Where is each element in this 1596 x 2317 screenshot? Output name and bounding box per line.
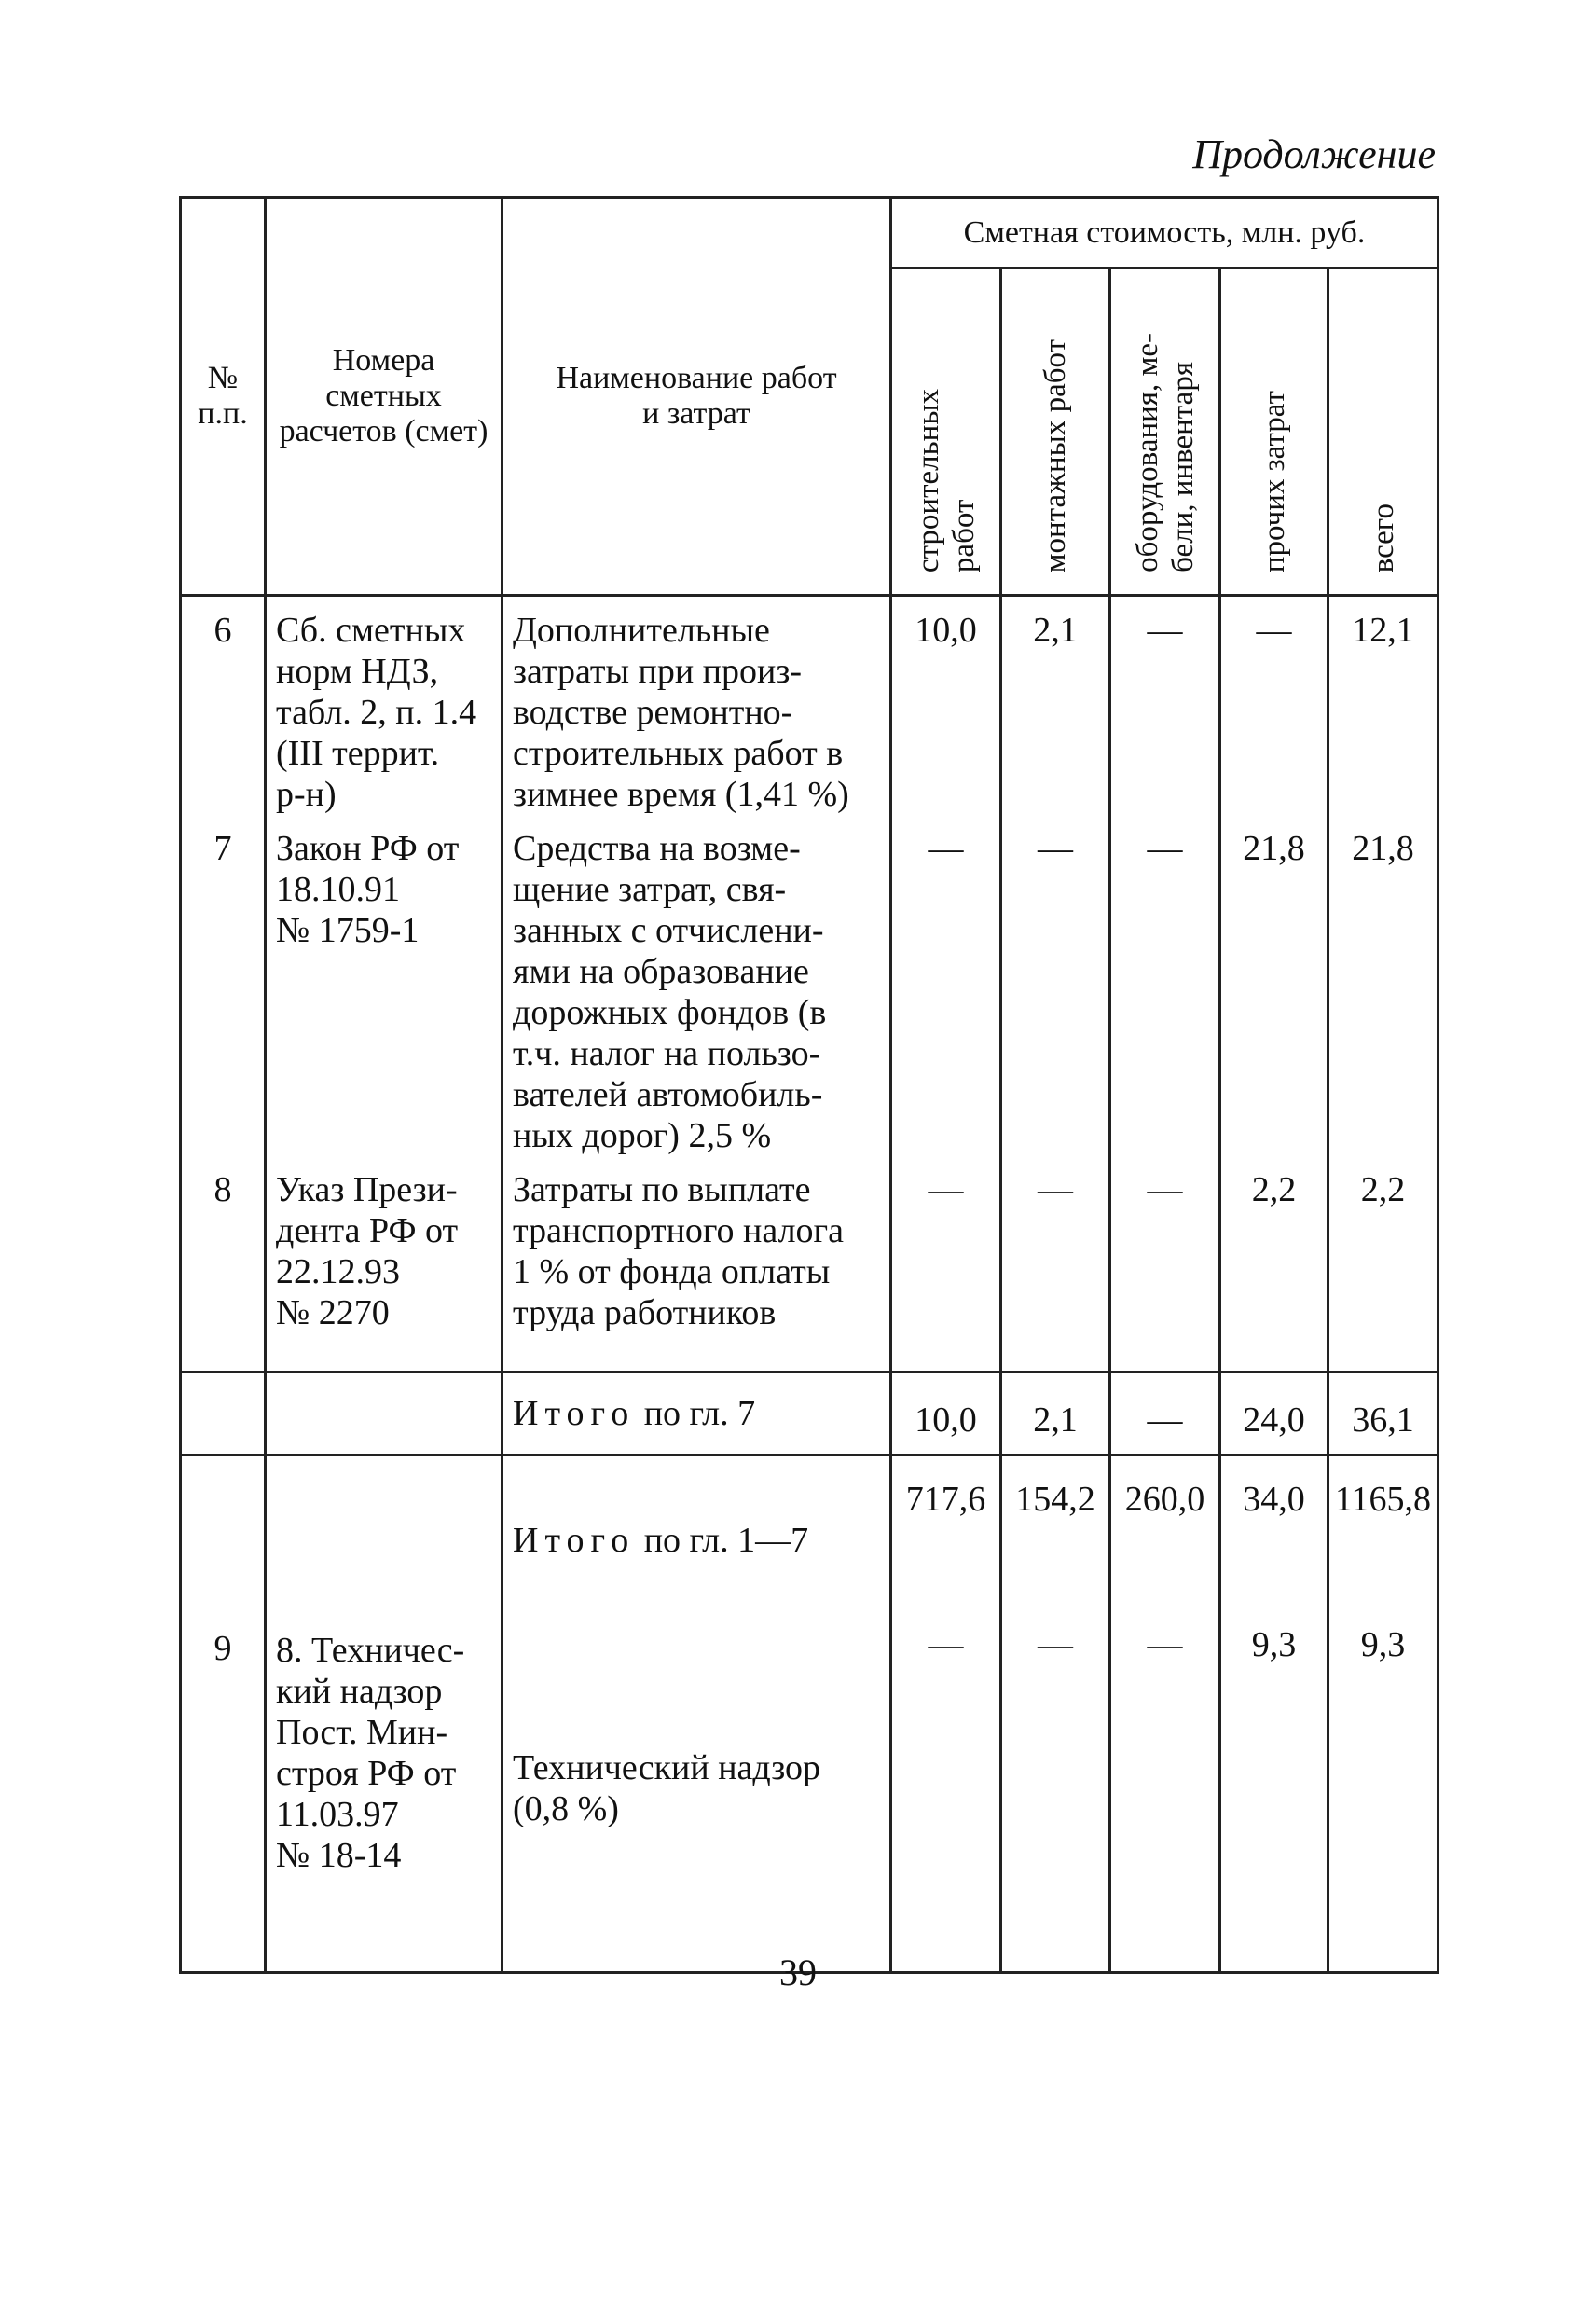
- header-row-top: [181, 198, 1438, 269]
- row-estimate: [266, 1455, 502, 1973]
- total-total: 36,1: [1328, 1372, 1438, 1455]
- header-other-label: прочих затрат: [1257, 390, 1291, 572]
- row-installation: 2,1: [1001, 596, 1110, 816]
- header-work-name: Наименование работ и затрат: [502, 198, 891, 596]
- total-installation: 2,1: [1001, 1372, 1110, 1455]
- grand-total-label-spaced: Итого: [513, 1521, 636, 1560]
- total-construction: 10,0: [891, 1372, 1001, 1455]
- header-equipment-label: оборудования, ме- бели, инвентаря: [1130, 333, 1200, 572]
- row-construction: —: [891, 815, 1001, 1156]
- estimate-table: [179, 196, 1439, 1974]
- total-other: 24,0: [1220, 1372, 1328, 1455]
- header-other: [1220, 269, 1328, 596]
- row-name: Средства на возме- щение затрат, свя- занных с отчислени- ями на образование дорожных фондов (в т.ч. налог на пользо- вателей автомобиль- ных дорог) 2,5 %: [502, 815, 891, 1156]
- table-row: [181, 596, 1438, 816]
- header-total: [1328, 269, 1438, 596]
- total-label-spaced: Итого: [513, 1394, 636, 1433]
- row-name: [502, 1455, 891, 1973]
- total-estimate-empty: [266, 1372, 502, 1455]
- grand-total-other: 34,0: [1243, 1480, 1305, 1519]
- total-label: [502, 1372, 891, 1455]
- row-total: 12,1: [1328, 596, 1438, 816]
- grand-total-construction: 717,6: [905, 1480, 986, 1519]
- header-installation-label: монтажных работ: [1039, 338, 1072, 572]
- row-estimate: Указ Прези- дента РФ от 22.12.93 № 2270: [266, 1156, 502, 1372]
- row9-other: 9,3: [1251, 1625, 1297, 1664]
- row-equipment: —: [1110, 1156, 1220, 1372]
- grand-total-equipment: 260,0: [1124, 1480, 1205, 1519]
- row-estimate: Закон РФ от 18.10.91 № 1759-1: [266, 815, 502, 1156]
- row-total: [1328, 1455, 1438, 1973]
- row-other: [1220, 1455, 1328, 1973]
- header-num: № п.п.: [181, 198, 266, 596]
- table-row: [181, 815, 1438, 1156]
- row-name: Дополнительные затраты при произ- водстве ремонтно- строительных работ в зимнее время (1,41 %): [502, 596, 891, 816]
- header-total-label: всего: [1366, 503, 1400, 572]
- header-installation: [1001, 269, 1110, 596]
- row-total: 21,8: [1328, 815, 1438, 1156]
- header-estimate-numbers: Номера сметных расчетов (смет): [266, 198, 502, 596]
- row-construction: —: [891, 1156, 1001, 1372]
- row-installation: —: [1001, 1156, 1110, 1372]
- row9-total: 9,3: [1360, 1625, 1406, 1664]
- row-num: 8: [181, 1156, 266, 1372]
- total-row-chapter-7: [181, 1372, 1438, 1455]
- row9-estimate: 8. Техничес- кий надзор Пост. Мин- строя РФ от 11.03.97 № 18-14: [276, 1631, 465, 1875]
- table-row: [181, 1156, 1438, 1372]
- row-name: Затраты по выплате транспортного налога 1 % от фонда оплаты труда работников: [502, 1156, 891, 1372]
- row9-equipment: —: [1147, 1625, 1183, 1664]
- row-construction: [891, 1455, 1001, 1973]
- row-construction: 10,0: [891, 596, 1001, 816]
- table-row-final: [181, 1455, 1438, 1973]
- row9-installation: —: [1038, 1625, 1073, 1664]
- row-num: 6: [181, 596, 266, 816]
- row-installation: —: [1001, 815, 1110, 1156]
- row-total: 2,2: [1328, 1156, 1438, 1372]
- row-other: 2,2: [1220, 1156, 1328, 1372]
- grand-total-label: [513, 1510, 886, 1561]
- row-other: 21,8: [1220, 815, 1328, 1156]
- row-other: —: [1220, 596, 1328, 816]
- grand-total-installation: 154,2: [1015, 1480, 1095, 1519]
- total-num-empty: [181, 1372, 266, 1455]
- total-equipment: —: [1110, 1372, 1220, 1455]
- row-equipment: —: [1110, 815, 1220, 1156]
- row9-construction: —: [928, 1625, 964, 1664]
- header-construction: [891, 269, 1001, 596]
- row9-num: 9: [213, 1629, 232, 1668]
- total-label-rest: по гл. 7: [643, 1394, 756, 1433]
- header-equipment: [1110, 269, 1220, 596]
- header-construction-label: строительных работ: [911, 388, 981, 572]
- page-number: 39: [779, 1952, 817, 1993]
- row-num: [181, 1455, 266, 1973]
- row9-name: Технический надзор (0,8 %): [513, 1748, 821, 1828]
- row-equipment: [1110, 1455, 1220, 1973]
- row-num: 7: [181, 815, 266, 1156]
- header-cost-group: Сметная стоимость, млн. руб.: [891, 198, 1438, 269]
- grand-total-total: 1165,8: [1334, 1480, 1432, 1519]
- row-installation: [1001, 1455, 1110, 1973]
- grand-total-label-rest: по гл. 1—7: [643, 1521, 809, 1560]
- row-equipment: —: [1110, 596, 1220, 816]
- row-estimate: Сб. сметных норм НДЗ, табл. 2, п. 1.4 (III террит. р-н): [266, 596, 502, 816]
- continuation-label: Продолжение: [1192, 131, 1436, 177]
